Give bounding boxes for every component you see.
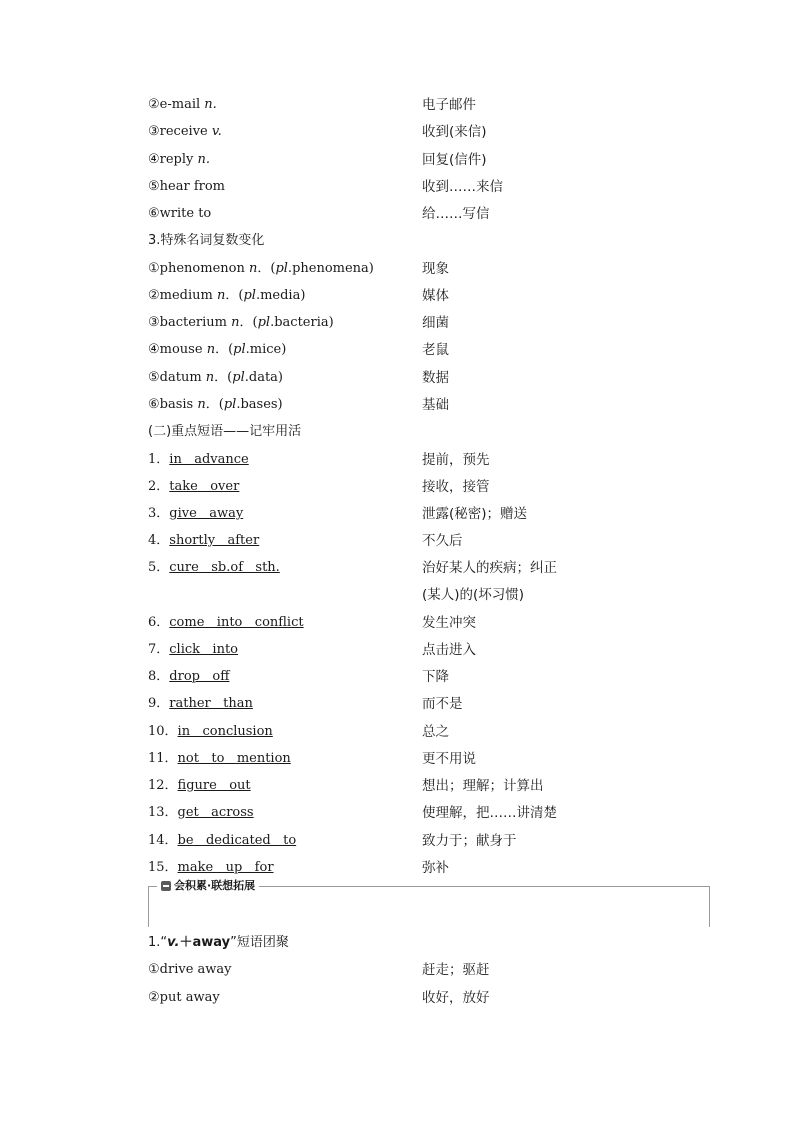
phrase-row (148, 503, 648, 525)
phrase-meaning: 治好某人的疾病；纠正 (422, 560, 557, 576)
part-of-speech: n (205, 370, 215, 385)
phrase-number: 14． (148, 833, 178, 848)
phrase-meaning: 泄露(秘密)；赠送 (422, 506, 528, 522)
vocab-meaning: 数据 (422, 370, 449, 386)
phrase-number: 4． (148, 533, 170, 548)
phrase-number: 11． (148, 751, 178, 766)
plural-marker: pl (257, 315, 271, 330)
away-heading (148, 932, 648, 954)
box-label-text: 会积累·联想拓展 (174, 879, 256, 892)
plural-marker: pl (223, 397, 237, 412)
phrase-row (148, 775, 648, 797)
phrase-number: 7． (148, 642, 170, 657)
plural-marker: pl (233, 342, 246, 357)
part-of-speech: n. (197, 152, 211, 167)
phrase-number: 3． (148, 506, 170, 521)
phrase-number: 9． (148, 696, 170, 711)
vocab-word: ④mouse (148, 342, 203, 357)
phrase-number: 15． (148, 860, 178, 875)
phrase-row (148, 449, 648, 471)
vocab-word: ⑤datum (148, 370, 202, 385)
plural-marker: pl (243, 288, 256, 303)
plural-marker: pl (275, 261, 288, 276)
plural-form: phenomena) (292, 261, 374, 276)
plural-row: ④mouse n．(pl.mice) 老鼠 (148, 339, 648, 361)
vocab-meaning: 现象 (422, 261, 449, 277)
vocab-meaning: 回复(信件) (422, 152, 487, 168)
vocab-meaning: 媒体 (422, 288, 449, 304)
away-meaning: 赶走；驱赶 (422, 962, 490, 978)
plural-form: media) (260, 288, 306, 303)
phrase-meaning: 发生冲突 (422, 615, 476, 631)
vocab-word: ⑥write to (148, 206, 212, 221)
phrase-number: 12． (148, 778, 178, 793)
vocab-meaning: 收到……来信 (422, 179, 503, 195)
phrase-text: figure out (177, 778, 251, 793)
plural-form: data) (248, 370, 283, 385)
phrase-row (148, 666, 648, 688)
phrase-meaning: 使理解，把……讲清楚 (422, 805, 557, 821)
phrase-row (148, 857, 648, 879)
phrase-text: drop off (169, 669, 230, 684)
phrase-text: get across (177, 805, 254, 820)
away-heading-verb: v. (167, 935, 180, 950)
part-of-speech: n. (204, 97, 217, 112)
phrase-text: rather than (169, 696, 253, 711)
part-of-speech: n (248, 261, 258, 276)
phrase-meaning: 总之 (422, 724, 449, 740)
part-of-speech: v. (211, 124, 222, 139)
phrase-text: click into (169, 642, 239, 657)
phrase-number: 1． (148, 452, 170, 467)
away-heading-plus: ＋away (179, 935, 231, 950)
vocab-word: ⑤hear from (148, 179, 225, 194)
vocab-row (148, 94, 648, 116)
plural-marker: pl (232, 370, 245, 385)
vocab-meaning: 细菌 (422, 315, 449, 331)
part-of-speech: n (217, 288, 226, 303)
phrase-row (148, 721, 648, 743)
vocab-word: ⑥basis (148, 397, 194, 412)
phrase-number: 8． (148, 669, 170, 684)
vocab-meaning: 电子邮件 (422, 97, 476, 113)
plural-row: ②medium n．(pl.media) 媒体 (148, 285, 648, 307)
phrase-row (148, 802, 648, 824)
phrase-text: in conclusion (177, 724, 273, 739)
phrase-meaning: 提前，预先 (422, 452, 490, 468)
phrase-row (148, 639, 648, 661)
vocab-meaning: 基础 (422, 397, 449, 413)
phrase-meaning: 弥补 (422, 860, 449, 876)
phrase-text: shortly after (169, 533, 260, 548)
phrase-meaning: 想出；理解；计算出 (422, 778, 544, 794)
phrase-text: come into conflict (169, 615, 304, 630)
vocab-row (148, 121, 648, 143)
phrase-number: 13． (148, 805, 178, 820)
phrase-row (148, 476, 648, 498)
phrase-row (148, 830, 648, 852)
vocab-row (148, 176, 648, 198)
vocab-word: ③bacterium (148, 315, 227, 330)
away-phrase-row (148, 987, 648, 1009)
away-phrase: ②put away (148, 990, 220, 1005)
vocab-word: ①phenomenon (148, 261, 245, 276)
phrase-number: 6． (148, 615, 170, 630)
part-of-speech: n (206, 342, 216, 357)
part-of-speech: n (197, 397, 206, 412)
phrase-meaning: 接收，接管 (422, 479, 490, 495)
vocab-word: ②medium (148, 288, 213, 303)
vocab-word: ④reply (148, 152, 194, 167)
accumulation-box (148, 879, 710, 927)
away-phrase: ①drive away (148, 962, 232, 977)
box-label (157, 878, 259, 894)
section-heading-plural: 3.特殊名词复数变化 (148, 233, 265, 248)
plural-form: mice) (249, 342, 287, 357)
phrase-text: make up for (177, 860, 274, 875)
vocab-word: ③receive (148, 124, 208, 139)
phrase-text: not to mention (177, 751, 291, 766)
vocab-meaning: 老鼠 (422, 342, 449, 358)
vocab-row (148, 149, 648, 171)
vocab-meaning: 给……写信 (422, 206, 490, 222)
part-of-speech: n (231, 315, 240, 330)
phrase-text: give away (169, 506, 244, 521)
vocab-word: ②e-mail (148, 97, 201, 112)
phrase-meaning: 而不是 (422, 696, 463, 712)
plural-form: bases) (240, 397, 283, 412)
phrase-meaning: 不久后 (422, 533, 463, 549)
plural-row: ①phenomenon n．(pl.phenomena) 现象 (148, 258, 648, 280)
phrase-number: 5． (148, 560, 170, 575)
phrase-row (148, 693, 648, 715)
plural-row: ⑤datum n．(pl.data) 数据 (148, 367, 648, 389)
phrase-text: take over (169, 479, 240, 494)
phrase-text: in advance (169, 452, 249, 467)
phrase-row (148, 612, 648, 634)
plural-row: ⑥basis n．(pl.bases) 基础 (148, 394, 648, 416)
minus-box-icon (161, 881, 171, 891)
phrase-meaning: 点击进入 (422, 642, 476, 658)
section-heading-phrases: (二)重点短语——记牢用活 (148, 424, 302, 439)
phrase-meaning: 更不用说 (422, 751, 476, 767)
phrase-row (148, 530, 648, 552)
phrase-number: 2． (148, 479, 170, 494)
phrase-row (148, 748, 648, 770)
phrase-meaning: 致力于；献身于 (422, 833, 517, 849)
phrase-text: cure sb.of sth. (169, 560, 280, 575)
phrase-row (148, 557, 648, 579)
vocab-meaning: 收到(来信) (422, 124, 487, 140)
away-meaning: 收好，放好 (422, 990, 490, 1006)
phrase-number: 10． (148, 724, 178, 739)
away-phrase-row (148, 959, 648, 981)
phrase-text: be dedicated to (177, 833, 297, 848)
phrase-meaning-continued: (某人)的(坏习惯) (422, 587, 525, 603)
away-heading-prefix: 1.“ (148, 935, 168, 950)
away-heading-suffix: ”短语团聚 (230, 935, 289, 950)
vocab-row (148, 203, 648, 225)
phrase-row-continuation (148, 584, 648, 606)
phrase-meaning: 下降 (422, 669, 449, 685)
plural-row: ③bacterium n．(pl.bacteria) 细菌 (148, 312, 648, 334)
plural-form: bacteria) (274, 315, 334, 330)
